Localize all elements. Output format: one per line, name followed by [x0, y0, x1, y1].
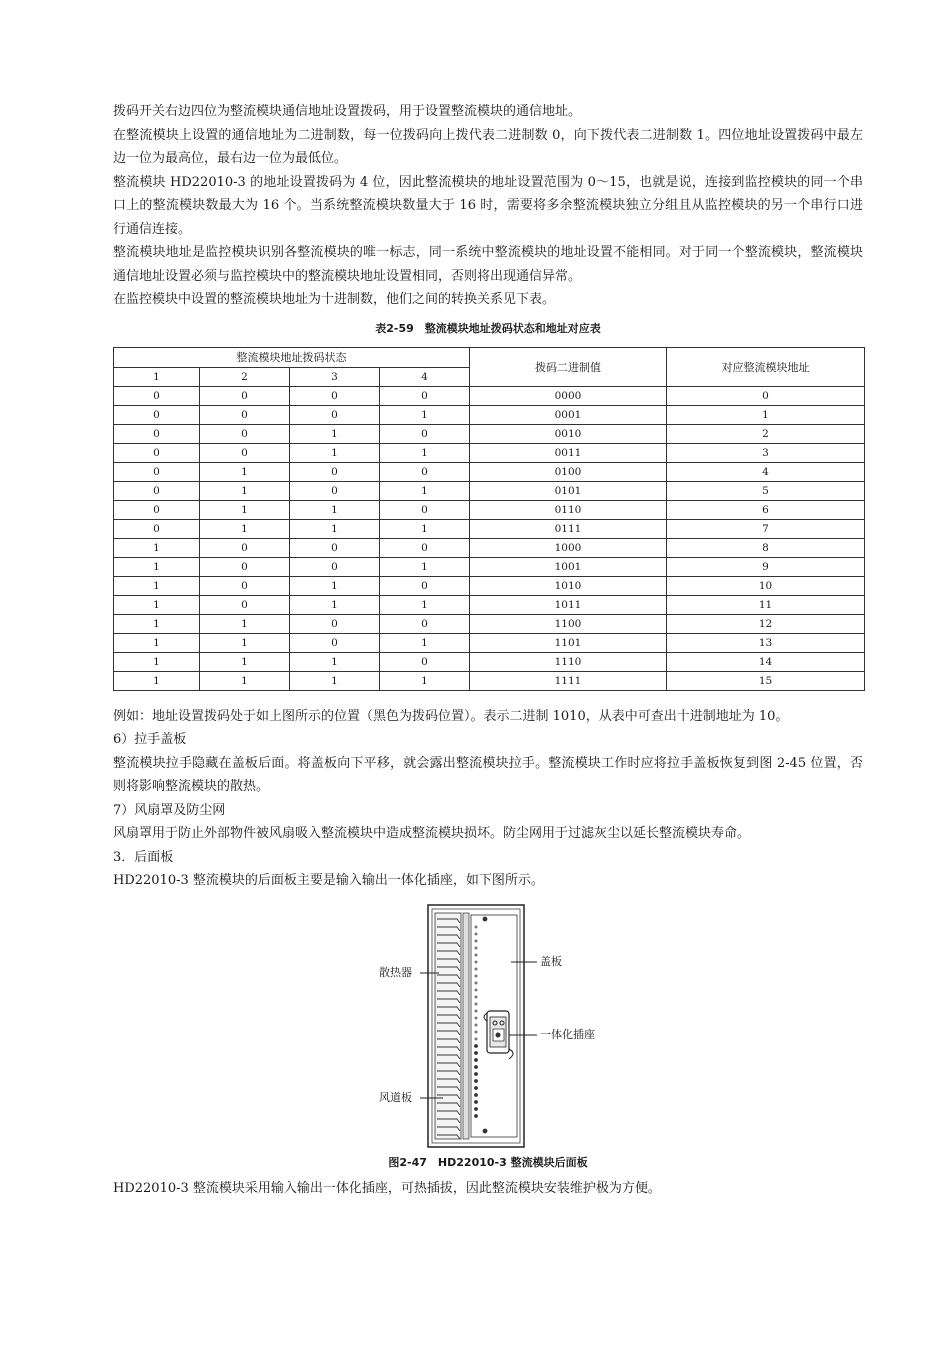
vent-hole [475, 1030, 478, 1033]
vent-hole [474, 1058, 478, 1062]
table-cell: 0 [290, 462, 380, 481]
table-cell: 0 [114, 500, 200, 519]
paragraph: 在整流模块上设置的通信地址为二进制数，每一位拨码向上拨代表二进制数 0，向下拨代表二进制数 1。四位地址设置拨码中最左边一位为最高位，最右边一位为最低位。 [113, 127, 863, 166]
table-cell: 0 [380, 652, 470, 671]
table-cell: 1 [200, 500, 290, 519]
rear-panel-figure [113, 901, 863, 1151]
table-cell: 1 [290, 576, 380, 595]
table-cell: 0011 [470, 443, 667, 462]
table-cell: 0 [114, 424, 200, 443]
table-cell: 0 [290, 538, 380, 557]
paragraph: 在监控模块中设置的整流模块地址为十进制数，他们之间的转换关系见下表。 [113, 292, 556, 307]
address-header: 对应整流模块地址 [667, 347, 865, 386]
paragraph: 3．后面板 [113, 849, 174, 865]
vent-hole [475, 1037, 478, 1040]
vent-hole [475, 974, 478, 977]
paragraph: 风扇罩用于防止外部物件被风扇吸入整流模块中造成整流模块损坏。防尘网用于过滤灰尘以延长整流模块寿命。 [113, 826, 751, 841]
table-cell: 0 [200, 386, 290, 405]
table-row [114, 481, 865, 500]
table-row [114, 443, 865, 462]
table-body [114, 386, 865, 690]
table-cell: 1100 [470, 614, 667, 633]
vent-hole [475, 1016, 478, 1019]
vent-hole [474, 1100, 478, 1104]
table-cell: 0 [200, 424, 290, 443]
vent-hole [475, 953, 478, 956]
dip-position-header: 3 [290, 367, 380, 386]
vent-hole [474, 1079, 478, 1083]
table-row [114, 405, 865, 424]
table-cell: 15 [667, 671, 865, 690]
table-cell: 1 [114, 557, 200, 576]
table-cell: 1 [114, 614, 200, 633]
dip-position-header: 4 [380, 367, 470, 386]
table-cell: 0 [200, 538, 290, 557]
table-cell: 1 [380, 443, 470, 462]
table-cell: 0 [380, 386, 470, 405]
figure-caption: 图2-47 HD22010-3 整流模块后面板 [388, 1155, 588, 1169]
table-row [114, 595, 865, 614]
table-cell: 1101 [470, 633, 667, 652]
cover-label: 盖板 [540, 954, 562, 968]
paragraph: HD22010-3 整流模块的后面板主要是输入输出一体化插座，如下图所示。 [113, 873, 544, 888]
table-cell: 1 [380, 405, 470, 424]
table-cell: 1000 [470, 538, 667, 557]
table-cell: 0 [380, 576, 470, 595]
vent-hole [475, 1002, 478, 1005]
table-cell: 1 [290, 500, 380, 519]
table-cell: 0 [667, 386, 865, 405]
dip-state-header: 整流模块地址拨码状态 [114, 347, 470, 367]
bottom-paragraphs [113, 705, 863, 893]
table-row [114, 500, 865, 519]
table-cell: 14 [667, 652, 865, 671]
table-cell: 1 [380, 557, 470, 576]
table-cell: 0 [290, 557, 380, 576]
vent-hole [474, 1093, 478, 1097]
table-cell: 0 [200, 595, 290, 614]
paragraph: 整流模块 HD22010-3 的地址设置拨码为 4 位，因此整流模块的地址设置范围为 0～15，也就是说，连接到监控模块的同一个串口上的整流模块数最大为 16 个。当系统整流模块数量大于 16 时，需要将多余整流模块独立分组且从监控模块的另一个串行口进行通信连接。 [113, 174, 863, 237]
paragraph: 6）拉手盖板 [113, 732, 187, 747]
vent-hole [475, 981, 478, 984]
final-paragraph: HD22010-3 整流模块采用输入输出一体化插座，可热插拔，因此整流模块安装维护极为方便。 [113, 1180, 661, 1196]
table-cell: 1 [200, 462, 290, 481]
dip-position-header: 2 [200, 367, 290, 386]
table-caption: 表2-59 整流模块地址拨码状态和地址对应表 [375, 321, 601, 335]
table-cell: 1 [380, 633, 470, 652]
table-cell: 0 [114, 405, 200, 424]
table-cell: 0000 [470, 386, 667, 405]
table-cell: 1110 [470, 652, 667, 671]
table-cell: 1001 [470, 557, 667, 576]
dip-position-header: 1 [114, 367, 200, 386]
duct-label: 风道板 [379, 1090, 412, 1104]
table-row [114, 386, 865, 405]
table-cell: 1 [114, 652, 200, 671]
table-cell: 13 [667, 633, 865, 652]
vent-hole [474, 1065, 478, 1069]
table-cell: 0 [380, 500, 470, 519]
table-cell: 11 [667, 595, 865, 614]
table-cell: 0 [200, 443, 290, 462]
table-row [114, 538, 865, 557]
table-cell: 9 [667, 557, 865, 576]
table-cell: 10 [667, 576, 865, 595]
binary-header: 拨码二进制值 [470, 347, 667, 386]
vent-hole [475, 960, 478, 963]
vent-hole [475, 967, 478, 970]
socket-label: 一体化插座 [540, 1027, 595, 1041]
address-table [113, 347, 865, 691]
table-cell: 1 [114, 671, 200, 690]
paragraph: 整流模块拉手隐藏在盖板后面。将盖板向下平移，就会露出整流模块拉手。整流模块工作时应将拉手盖板恢复到图 2-45 位置，否则将影响整流模块的散热。 [113, 755, 863, 794]
table-cell: 1 [200, 614, 290, 633]
table-cell: 0 [290, 633, 380, 652]
table-cell: 12 [667, 614, 865, 633]
table-cell: 1 [667, 405, 865, 424]
vent-hole [474, 1051, 478, 1055]
table-cell: 0 [114, 386, 200, 405]
table-cell: 0 [200, 557, 290, 576]
table-cell: 1 [290, 595, 380, 614]
table-cell: 1 [290, 424, 380, 443]
table-cell: 0 [200, 405, 290, 424]
table-cell: 1 [380, 519, 470, 538]
vent-hole [475, 939, 478, 942]
table-cell: 0 [290, 405, 380, 424]
table-cell: 4 [667, 462, 865, 481]
vent-hole [474, 1114, 478, 1118]
table-cell: 8 [667, 538, 865, 557]
table-cell: 1 [200, 652, 290, 671]
table-cell: 1 [200, 481, 290, 500]
vent-hole [475, 1023, 478, 1026]
table-row [114, 614, 865, 633]
paragraph: 7）风扇罩及防尘网 [113, 802, 226, 818]
table-cell: 1 [380, 671, 470, 690]
vent-hole [475, 988, 478, 991]
table-row [114, 462, 865, 481]
heatsink-label: 散热器 [379, 965, 412, 979]
table-cell: 1 [290, 443, 380, 462]
table-cell: 0100 [470, 462, 667, 481]
table-row [114, 576, 865, 595]
table-cell: 1 [200, 633, 290, 652]
table-cell: 0 [290, 386, 380, 405]
table-cell: 0010 [470, 424, 667, 443]
table-cell: 1 [380, 481, 470, 500]
table-cell: 1010 [470, 576, 667, 595]
table-cell: 1 [290, 671, 380, 690]
table-cell: 1 [114, 538, 200, 557]
table-cell: 7 [667, 519, 865, 538]
table-cell: 0101 [470, 481, 667, 500]
table-cell: 0111 [470, 519, 667, 538]
vent-hole [474, 1044, 478, 1048]
table-cell: 0 [114, 443, 200, 462]
paragraph: 拨码开关右边四位为整流模块通信地址设置拨码，用于设置整流模块的通信地址。 [113, 104, 582, 119]
table-cell: 1 [114, 633, 200, 652]
table-cell: 0 [114, 519, 200, 538]
table-cell: 1 [290, 652, 380, 671]
table-cell: 5 [667, 481, 865, 500]
table-cell: 1 [290, 519, 380, 538]
table-cell: 0 [200, 576, 290, 595]
paragraph: 例如：地址设置拨码处于如上图所示的位置（黑色为拨码位置）。表示二进制 1010，从表中可查出十进制地址为 10。 [113, 708, 789, 724]
table-cell: 1 [114, 595, 200, 614]
vent-hole [475, 1009, 478, 1012]
table-cell: 1011 [470, 595, 667, 614]
table-row [114, 519, 865, 538]
vent-hole [475, 995, 478, 998]
table-cell: 1 [200, 519, 290, 538]
page-content [113, 100, 863, 1200]
table-row [114, 424, 865, 443]
table-cell: 3 [667, 443, 865, 462]
table-cell: 1 [114, 576, 200, 595]
vent-hole [474, 1107, 478, 1111]
table-cell: 0110 [470, 500, 667, 519]
table-cell: 0 [114, 481, 200, 500]
top-paragraphs [113, 100, 863, 312]
table-cell: 1 [200, 671, 290, 690]
table-cell: 1111 [470, 671, 667, 690]
table-cell: 2 [667, 424, 865, 443]
table-cell: 0 [380, 424, 470, 443]
table-row [114, 633, 865, 652]
table-cell: 0 [290, 614, 380, 633]
rear-panel-drawing [113, 901, 863, 1151]
table-cell: 0001 [470, 405, 667, 424]
vent-hole [474, 1072, 478, 1076]
table-cell: 0 [290, 481, 380, 500]
paragraph: 整流模块地址是监控模块识别各整流模块的唯一标志，同一系统中整流模块的地址设置不能相同。对于同一个整流模块，整流模块通信地址设置必须与监控模块中的整流模块地址设置相同，否则将出现通信异常。 [113, 245, 863, 284]
vent-hole [475, 925, 478, 928]
table-cell: 1 [380, 595, 470, 614]
table-cell: 0 [380, 538, 470, 557]
table-row [114, 671, 865, 690]
table-cell: 0 [380, 614, 470, 633]
vent-hole [475, 946, 478, 949]
table-cell: 0 [380, 462, 470, 481]
table-cell: 0 [114, 462, 200, 481]
table-cell: 6 [667, 500, 865, 519]
vent-hole [474, 1086, 478, 1090]
table-row [114, 652, 865, 671]
vent-hole [475, 932, 478, 935]
table-row [114, 557, 865, 576]
